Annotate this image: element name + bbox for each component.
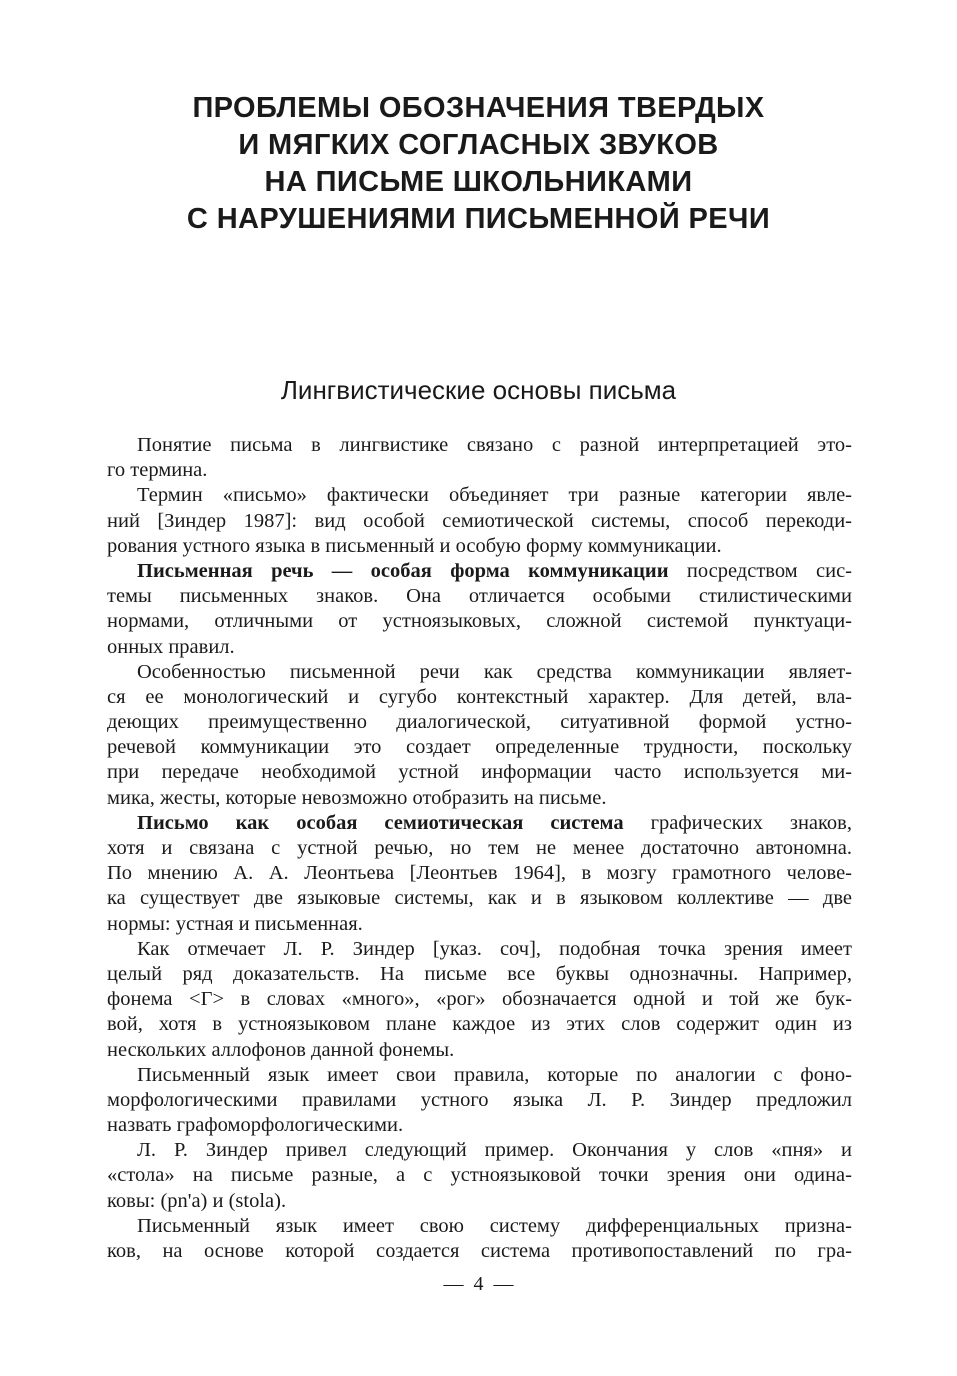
text-line xyxy=(107,1214,852,1239)
text-run: целый ряд доказательств. На письме все буквы однозначны. Например, xyxy=(107,962,852,985)
text-line xyxy=(107,886,852,911)
text-line xyxy=(107,710,852,735)
text-run: Особенностью письменной речи как средства коммуникации являет- xyxy=(137,660,852,683)
paragraph xyxy=(107,660,852,811)
paragraph xyxy=(107,1138,852,1214)
text-line xyxy=(107,1138,852,1163)
text-line xyxy=(107,584,852,609)
paragraph xyxy=(107,937,852,1063)
text-line xyxy=(107,685,852,710)
text-line xyxy=(107,962,852,987)
text-line xyxy=(107,534,852,559)
text-run: Письменный язык имеет свои правила, которые по аналогии с фоно- xyxy=(137,1063,852,1086)
text-line xyxy=(107,483,852,508)
text-run: темы письменных знаков. Она отличается особыми стилистическими xyxy=(107,585,852,608)
text-run: фонема <Г> в словах «много», «рог» обозначается одной и той же бук- xyxy=(107,988,852,1011)
chapter-title-line: НА ПИСЬМЕ ШКОЛЬНИКАМИ xyxy=(264,166,693,198)
text-line xyxy=(107,1063,852,1088)
text-run: Понятие письма в лингвистике связано с разной интерпретацией это- xyxy=(137,434,852,456)
text-line xyxy=(107,1012,852,1037)
text-line xyxy=(107,937,852,962)
text-line xyxy=(107,509,852,534)
text-line xyxy=(107,1189,852,1214)
text-line xyxy=(107,458,852,483)
text-run: хотя и связана с устной речью, но тем не менее достаточно автономна. xyxy=(107,837,852,859)
text-line xyxy=(107,660,852,685)
paragraph xyxy=(107,811,852,937)
text-line xyxy=(107,433,852,458)
text-line xyxy=(107,987,852,1012)
paragraph xyxy=(107,1063,852,1139)
text-line xyxy=(107,912,852,937)
text-line xyxy=(107,635,852,660)
chapter-title xyxy=(100,90,857,238)
text-line xyxy=(107,1038,852,1063)
page-number: — 4 — xyxy=(443,1273,514,1295)
text-run: нормы: устная и письменная. xyxy=(107,912,363,935)
text-line xyxy=(107,786,852,811)
text-run: Письменный язык имеет свою систему дифференциальных призна- xyxy=(137,1214,852,1237)
text-run: вой, хотя в устноязыковом плане каждое из этих слов содержит один из xyxy=(107,1013,852,1036)
bold-term: Письменная речь — особая форма коммуникации xyxy=(137,559,669,582)
text-line xyxy=(107,760,852,785)
section-heading: Лингвистические основы письма xyxy=(280,375,677,405)
chapter-title-line: ПРОБЛЕМЫ ОБОЗНАЧЕНИЯ ТВЕРДЫХ xyxy=(192,92,765,124)
text-run: рования устного языка в письменный и особую форму коммуникации. xyxy=(107,534,722,557)
text-run: назвать графоморфологическими. xyxy=(107,1114,404,1137)
text-run: ка существует две языковые системы, как и в языковом коллективе — две xyxy=(107,887,852,910)
text-run: посредством сис- xyxy=(668,559,852,582)
text-run: графических знаков, xyxy=(623,811,852,834)
text-line xyxy=(107,1239,852,1264)
text-line xyxy=(107,1088,852,1113)
text-run: ся ее монологический и сугубо контекстный характер. Для детей, вла- xyxy=(107,685,852,708)
text-run: Термин «письмо» фактически объединяет три разные категории явле- xyxy=(137,484,852,507)
text-run: деющих преимущественно диалогической, ситуативной формой устно- xyxy=(107,711,852,734)
body-text xyxy=(107,433,852,1264)
text-run: Л. Р. Зиндер привел следующий пример. Окончания у слов «пня» и xyxy=(137,1139,852,1162)
text-run: го термина. xyxy=(107,459,208,482)
text-line xyxy=(107,1163,852,1188)
text-run: нормами, отличными от устноязыковых, сложной системой пунктуаци- xyxy=(107,610,852,633)
text-run: речевой коммуникации это создает определенные трудности, поскольку xyxy=(107,736,852,759)
text-run: ний [Зиндер 1987]: вид особой семиотической системы, способ перекоди- xyxy=(107,509,852,532)
chapter-title-line: И МЯГКИХ СОГЛАСНЫХ ЗВУКОВ xyxy=(238,129,719,161)
text-line xyxy=(107,559,852,584)
chapter-title-line: С НАРУШЕНИЯМИ ПИСЬМЕННОЙ РЕЧИ xyxy=(186,203,771,235)
bold-term: Письмо как особая семиотическая система xyxy=(137,811,624,834)
paragraph xyxy=(107,559,852,660)
text-run: Как отмечает Л. Р. Зиндер [указ. соч], подобная точка зрения имеет xyxy=(137,937,852,960)
text-run: ковы: (pn'a) и (stola). xyxy=(107,1189,287,1212)
text-line xyxy=(107,861,852,886)
text-run: По мнению А. А. Леонтьева [Леонтьев 1964], в мозгу грамотного челове- xyxy=(107,862,852,885)
text-line xyxy=(107,811,852,836)
paragraph xyxy=(107,433,852,483)
text-run: морфологическими правилами устного языка Л. Р. Зиндер предложил xyxy=(107,1088,852,1111)
text-run: «стола» на письме разные, а с устноязыковой точки зрения они одина- xyxy=(107,1164,852,1187)
text-run: нескольких аллофонов данной фонемы. xyxy=(107,1038,455,1061)
text-line xyxy=(107,735,852,760)
text-run: при передаче необходимой устной информации часто используется ми- xyxy=(107,761,852,784)
paragraph xyxy=(107,483,852,559)
text-line xyxy=(107,609,852,634)
text-line xyxy=(107,836,852,861)
text-run: ков, на основе которой создается система противопоставлений по гра- xyxy=(107,1240,852,1262)
text-run: мика, жесты, которые невозможно отобразить на письме. xyxy=(107,786,607,809)
text-run: онных правил. xyxy=(107,635,235,658)
text-line xyxy=(107,1113,852,1138)
paragraph xyxy=(107,1214,852,1264)
